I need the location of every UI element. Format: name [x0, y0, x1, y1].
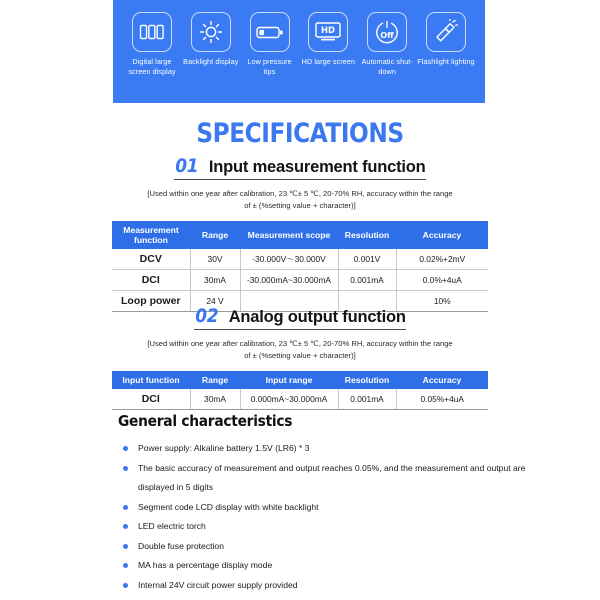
list-item	[118, 556, 538, 576]
table-cell: -30.000V～30.000V	[240, 249, 338, 270]
table-cell: 0.0%+4uA	[396, 270, 488, 291]
digital-display-icon	[132, 12, 172, 52]
auto-power-off-icon	[367, 12, 407, 52]
section-note-line-1: [Used within one year after calibration, 23 ℃± 5 ℃, 20-70% RH, accuracy within the range	[147, 339, 453, 348]
feature-banner	[113, 0, 485, 103]
table-cell: DCI	[112, 270, 190, 291]
table-cell: 0.001mA	[338, 270, 396, 291]
hd-screen-icon	[308, 12, 348, 52]
table-header-row	[112, 371, 488, 389]
section-analog-output-function	[0, 305, 600, 410]
column-header: Input function	[112, 371, 190, 389]
feature-flashlight-lighting	[417, 12, 475, 67]
feature-label: Backlight display	[183, 57, 239, 66]
analog-output-table	[112, 371, 488, 410]
section-title: Input measurement function	[208, 158, 426, 176]
bullet-icon	[123, 544, 128, 549]
bullet-icon	[123, 505, 128, 510]
table-cell: 0.000mA~30.000mA	[240, 389, 338, 410]
bullet-icon	[123, 446, 128, 451]
feature-label: Digital large screen display	[128, 57, 176, 76]
section-number: 01	[175, 155, 199, 177]
column-header: Accuracy	[396, 221, 488, 249]
list-item-label: Double fuse protection	[138, 540, 224, 551]
bullet-icon	[123, 524, 128, 529]
list-item	[118, 517, 538, 537]
column-header: Resolution	[338, 371, 396, 389]
list-item-label: MA has a percentage display mode	[138, 560, 273, 570]
table-cell: DCI	[112, 389, 190, 410]
feature-row	[123, 12, 475, 76]
table-cell: -30.000mA~30.000mA	[240, 270, 338, 291]
feature-label: Automatic shut-down	[361, 57, 413, 76]
list-item	[118, 459, 538, 498]
list-item	[118, 498, 538, 518]
list-item-label: The basic accuracy of measurement and output reaches 0.05%, and the measurement and output are displayed in 5 digits	[138, 462, 526, 492]
table-cell: 0.05%+4uA	[396, 389, 488, 410]
feature-automatic-shut-down	[358, 12, 416, 76]
feature-digital-large-screen-display	[123, 12, 181, 76]
feature-low-pressure-tips	[241, 12, 299, 76]
general-characteristics-list	[118, 439, 538, 595]
table-cell: 24 V	[190, 291, 240, 312]
table-cell: 30mA	[190, 270, 240, 291]
bullet-icon	[123, 583, 128, 588]
section-note-line-2: of ± (%setting value + character)]	[244, 351, 356, 360]
feature-label: HD large screen	[301, 57, 356, 66]
column-header: Measurement function	[112, 221, 190, 249]
feature-backlight-display	[182, 12, 240, 67]
general-characteristics-title: General characteristics	[118, 412, 293, 430]
section-note	[0, 188, 600, 212]
list-item-label: Power supply: Alkaline battery 1.5V (LR6) * 3	[138, 443, 310, 453]
column-header: Range	[190, 221, 240, 249]
column-header: Resolution	[338, 221, 396, 249]
column-header: Input range	[240, 371, 338, 389]
table-cell: 30mA	[190, 389, 240, 410]
general-characteristics-section	[118, 412, 538, 595]
bullet-icon	[123, 466, 128, 471]
section-heading	[0, 155, 600, 180]
section-note-line-1: [Used within one year after calibration, 23 ℃± 5 ℃, 20-70% RH, accuracy within the range	[147, 189, 453, 198]
table-row	[112, 249, 488, 270]
battery-low-icon	[250, 12, 290, 52]
list-item	[118, 576, 538, 596]
sun-backlight-icon	[191, 12, 231, 52]
feature-hd-large-screen	[299, 12, 357, 67]
section-note-line-2: of ± (%setting value + character)]	[244, 201, 356, 210]
list-item	[118, 537, 538, 557]
feature-label: Flashlight lighting	[417, 57, 475, 66]
bullet-icon	[123, 563, 128, 568]
flashlight-icon	[426, 12, 466, 52]
page-title: SPECIFICATIONS	[196, 118, 404, 149]
list-item-label: Segment code LCD display with white backlight	[138, 501, 319, 512]
feature-label: Low pressure tips	[247, 57, 292, 76]
table-cell: 10%	[396, 291, 488, 312]
section-number: 02	[195, 305, 219, 327]
column-header: Range	[190, 371, 240, 389]
section-input-measurement-function	[0, 155, 600, 312]
section-title: Analog output function	[228, 308, 406, 326]
table-cell: 30V	[190, 249, 240, 270]
section-note	[0, 338, 600, 362]
svg-text:Off: Off	[380, 30, 394, 41]
table-cell: Loop power	[112, 291, 190, 312]
table-row	[112, 270, 488, 291]
list-item-label: Internal 24V circuit power supply provided	[138, 579, 298, 590]
table-cell: 0.001V	[338, 249, 396, 270]
table-row	[112, 389, 488, 410]
column-header: Accuracy	[396, 371, 488, 389]
column-header: Measurement scope	[240, 221, 338, 249]
section-heading	[0, 305, 600, 330]
svg-text:HD: HD	[321, 25, 336, 36]
table-cell: 0.001mA	[338, 389, 396, 410]
list-item-label: LED electric torch	[138, 521, 206, 531]
table-cell: DCV	[112, 249, 190, 270]
input-measurement-table	[112, 221, 488, 312]
table-header-row	[112, 221, 488, 249]
table-cell: 0.02%+2mV	[396, 249, 488, 270]
list-item	[118, 439, 538, 459]
